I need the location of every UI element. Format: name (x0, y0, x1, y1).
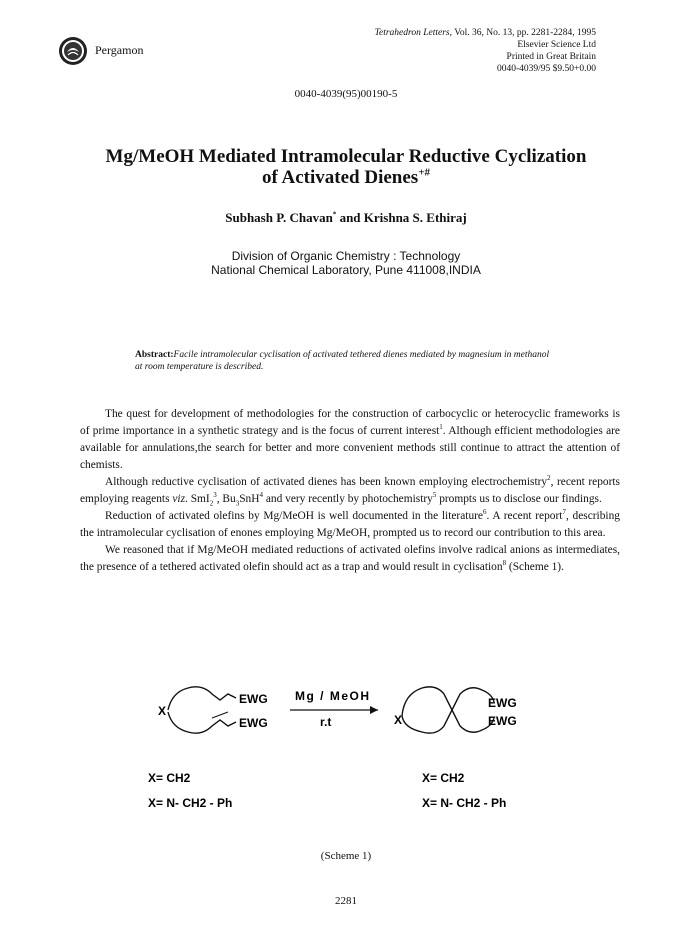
journal-citation (375, 27, 596, 39)
abstract-label: Abstract: (135, 350, 174, 360)
author-1: Subhash P. Chavan (225, 210, 333, 225)
author-1-mark: * (332, 210, 337, 219)
scheme-1-drawing (140, 672, 560, 837)
title-line-2 (60, 167, 632, 188)
scheme-caption: (Scheme 1) (320, 850, 372, 862)
ref-7: 7 (562, 508, 566, 517)
ref-1: 1 (439, 423, 443, 432)
ref-8: 8 (502, 559, 507, 568)
left-definition-2: X= N- CH2 - Ph (148, 796, 233, 810)
paragraph-1 (80, 406, 620, 474)
p1-text-a: The quest for development of methodologies for the construction of carbocyclic or heterocyclic frameworks is of prime importance in a synthetic strategy and is the focus of current interest (80, 408, 620, 437)
ref-5: 5 (432, 491, 437, 500)
p3-text-a: Reduction of activated olefins by Mg/MeOH is well documented in the literature (105, 510, 483, 522)
affiliation (0, 249, 692, 277)
p1-text-b: . Although efficient methodologies are available for annulations,the search for better and more convenient methods still continue to attract the attention of chemists. (80, 425, 620, 471)
product-ewg-bottom: EWG (488, 714, 517, 728)
journal-line-4: 0040-4039/95 $9.50+0.00 (496, 64, 596, 74)
ref-3: 3 (213, 491, 217, 500)
affiliation-line-2: National Chemical Laboratory, Pune 411008,INDIA (211, 263, 481, 277)
paragraph-3 (80, 508, 620, 542)
paragraph-4 (80, 542, 620, 576)
publisher-name: Pergamon (95, 43, 144, 57)
left-definition-1: X= CH2 (148, 771, 191, 785)
p2-sub-2: 2 (209, 499, 214, 508)
ref-2: 2 (547, 474, 551, 483)
p2-viz: viz (172, 493, 186, 505)
ref-4: 4 (259, 491, 263, 500)
doi-code: 0040-4039(95)00190-5 (294, 88, 398, 100)
reaction-arrowhead-icon (370, 706, 378, 714)
product-ewg-top: EWG (488, 696, 517, 710)
abstract-text: Facile intramolecular cyclisation of activated tethered dienes mediated by magnesium in methanol at room temperature is described. (135, 350, 550, 372)
right-definition-1: X= CH2 (422, 771, 465, 785)
pergamon-logo-icon (58, 36, 88, 66)
journal-line-3: Printed in Great Britain (506, 52, 596, 62)
p3-text-b: . A recent report (486, 510, 563, 522)
p2-text-e: SnH (239, 493, 260, 505)
reactant-structure (168, 687, 236, 733)
authors (0, 210, 692, 226)
p4-text-a: We reasoned that if Mg/MeOH mediated reductions of activated olefins involve radical anions as intermediates, the presence of a tethered activated olefin should act as a trap and would result in cyclisation (80, 544, 620, 573)
right-definition-2: X= N- CH2 - Ph (422, 796, 507, 810)
reagent-label: Mg / MeOH (295, 689, 371, 703)
reactant-x-label: X (158, 704, 167, 718)
reactant-ewg-top: EWG (239, 692, 268, 706)
title-line-2-text: of Activated Dienes (262, 167, 419, 188)
title-footnote-marks: +# (418, 166, 430, 179)
title-line-1: Mg/MeOH Mediated Intramolecular Reductive Cyclization (105, 146, 587, 167)
p2-text-b: , recent reports employing reagents (80, 476, 620, 505)
affiliation-line-1: Division of Organic Chemistry : Technology (231, 249, 461, 263)
p3-text-c: , describing the intramolecular cyclisation of enones employing Mg/MeOH, prompted us to record our contribution to this area. (80, 510, 620, 539)
paragraph-2 (80, 474, 620, 508)
page-number: 2281 (335, 895, 357, 907)
paper-title (60, 146, 632, 188)
abstract (135, 349, 555, 373)
p2-text-f: and very recently by photochemistry (262, 493, 433, 505)
p2-text-d: , Bu (216, 493, 236, 505)
journal-volume: , Vol. 36, No. 13, pp. 2281-2284, 1995 (449, 28, 596, 38)
product-structure (402, 687, 494, 733)
body-text (80, 406, 620, 576)
journal-line-2: Elsevier Science Ltd (517, 40, 596, 50)
product-x-label: X (394, 713, 403, 727)
p2-text-c: . SmI (185, 493, 210, 505)
p2-sub-3: 3 (235, 499, 240, 508)
p2-text-a: Although reductive cyclisation of activated dienes has been known employing electrochemistry (105, 476, 548, 488)
ref-6: 6 (483, 508, 487, 517)
p2-text-g: prompts us to disclose our findings. (436, 493, 602, 505)
scheme-1 (140, 672, 560, 837)
condition-label: r.t (320, 715, 332, 729)
author-2: and Krishna S. Ethiraj (336, 210, 467, 225)
journal-name: Tetrahedron Letters (374, 28, 450, 38)
journal-info (375, 27, 596, 75)
p4-text-b: (Scheme 1). (506, 561, 564, 573)
reactant-ewg-bottom: EWG (239, 716, 268, 730)
